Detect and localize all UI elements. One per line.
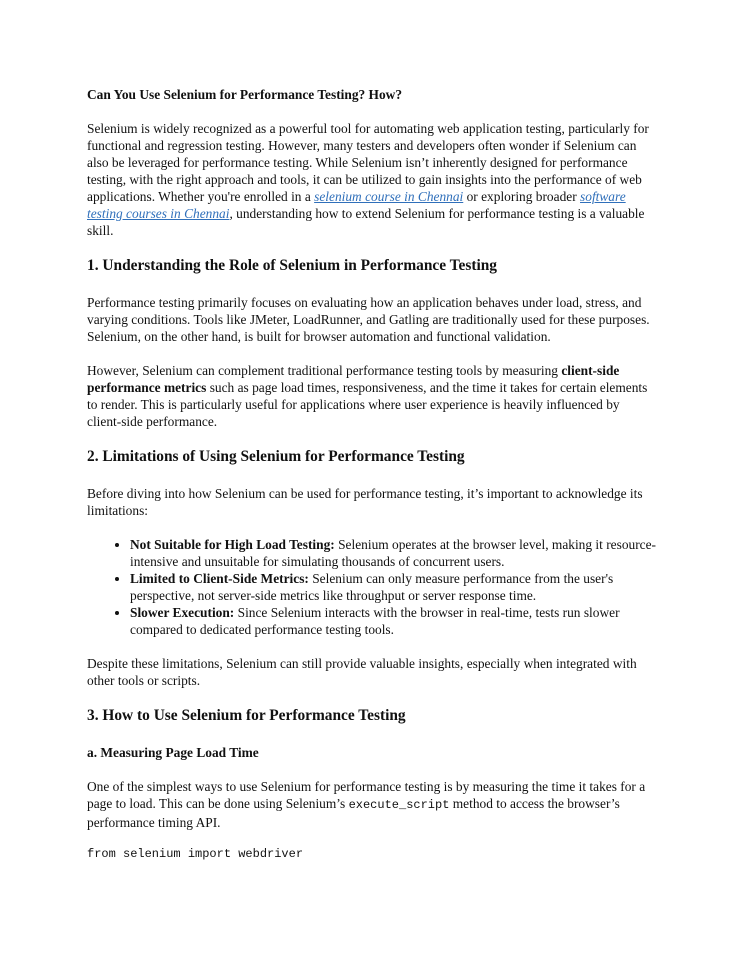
list-item-text: Selenium can only measure performance from the user's perspective, not server-side metrics like throughput or server response time. — [130, 571, 614, 603]
list-item — [130, 570, 657, 604]
selenium-course-link[interactable]: selenium course in Chennai — [314, 189, 464, 204]
section3-text-1: One of the simplest ways to use Selenium for performance testing is by measuring the time it takes for a page to load. This can be done using Selenium’s — [87, 779, 646, 811]
software-testing-courses-link[interactable]: software testing courses in Chennai — [87, 189, 626, 221]
section3-paragraph — [87, 778, 657, 831]
inline-code: execute_script — [348, 798, 450, 812]
limitations-list — [87, 536, 657, 638]
intro-paragraph — [87, 120, 657, 239]
section2-closing: Despite these limitations, Selenium can still provide valuable insights, especially when integrated with other tools or scripts. — [87, 656, 637, 688]
page-title: Can You Use Selenium for Performance Testing? How? — [87, 87, 403, 102]
code-line: from selenium import webdriver — [87, 847, 304, 861]
list-item-bold: Not Suitable for High Load Testing: — [130, 537, 335, 552]
section1-p2-bold: client-side performance metrics — [87, 363, 620, 395]
intro-text-2: or exploring broader — [463, 189, 581, 204]
section1-paragraph-2 — [87, 362, 657, 430]
list-item-bold: Limited to Client-Side Metrics: — [130, 571, 309, 586]
section3-subheading: a. Measuring Page Load Time — [87, 745, 259, 760]
section1-heading: 1. Understanding the Role of Selenium in Performance Testing — [87, 257, 497, 274]
section1-p2-text-2: such as page load times, responsiveness, and the time it takes for certain elements to render. This is particularly useful for applications where user experience is heavily influenced by client-side performance. — [87, 380, 648, 429]
document-content — [87, 86, 657, 863]
list-item-text: Since Selenium interacts with the browser in real-time, tests run slower compared to dedicated performance testing tools. — [130, 605, 620, 637]
list-item-text: Selenium operates at the browser level, making it resource-intensive and unsuitable for simulating thousands of concurrent users. — [130, 537, 657, 569]
list-item — [130, 604, 657, 638]
intro-text-3: , understanding how to extend Selenium for performance testing is a valuable skill. — [87, 206, 645, 238]
section1-paragraph-1: Performance testing primarily focuses on evaluating how an application behaves under load, stress, and varying conditions. Tools like JMeter, LoadRunner, and Gatling are traditionally used for these purposes. Selenium, on the other hand, is built for browser automation and functional validation. — [87, 295, 650, 344]
section2-intro: Before diving into how Selenium can be used for performance testing, it’s important to acknowledge its limitations: — [87, 486, 643, 518]
section3-heading: 3. How to Use Selenium for Performance Testing — [87, 707, 406, 724]
section1-p2-text-1: However, Selenium can complement traditional performance testing tools by measuring — [87, 363, 562, 378]
section3-text-2: method to access the browser’s performance timing API. — [87, 796, 620, 830]
intro-text-1: Selenium is widely recognized as a powerful tool for automating web application testing, particularly for functional and regression testing. However, many testers and developers often wonder if Selenium can also be leveraged for performance testing. While Selenium isn’t inherently designed for performance testing, with the right approach and tools, it can be utilized to gain insights into the performance of web applications. Whether you're enrolled in a — [87, 121, 649, 204]
list-item-bold: Slower Execution: — [130, 605, 235, 620]
list-item — [130, 536, 657, 570]
section2-heading: 2. Limitations of Using Selenium for Performance Testing — [87, 448, 465, 465]
